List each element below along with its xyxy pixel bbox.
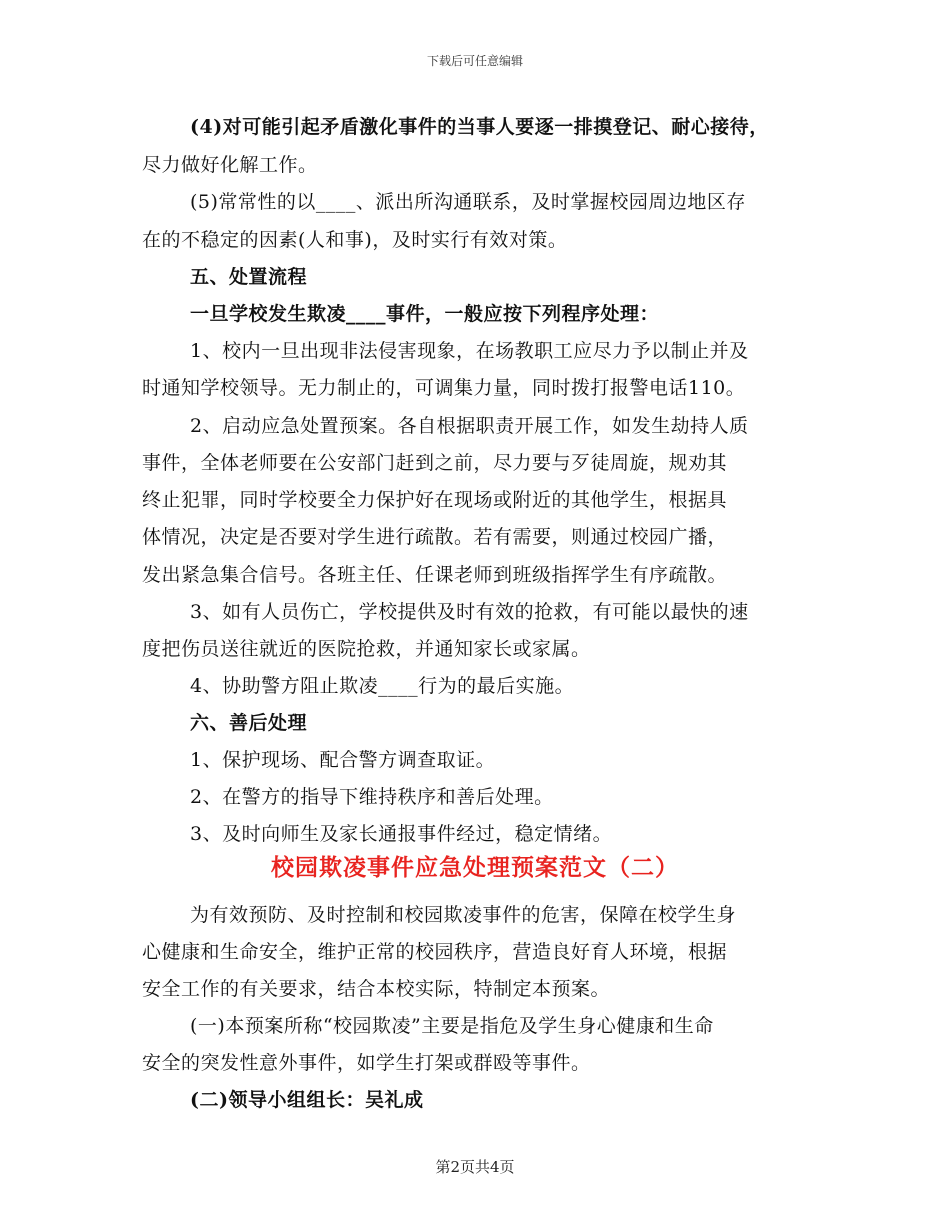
paragraph-line: 在的不稳定的因素(人和事)，及时实行有效对策。 (142, 229, 568, 251)
paragraph-line: 1、保护现场、配合警方调查取证。 (190, 749, 496, 771)
paragraph-line: 体情况，决定是否要对学生进行疏散。若有需要，则通过校园广播， (142, 526, 728, 548)
paragraph-line: 安全的突发性意外事件，如学生打架或群殴等事件。 (142, 1052, 591, 1074)
paragraph-line: 3、及时向师生及家长通报事件经过，稳定情绪。 (190, 823, 613, 845)
paragraph-line: (一)本预案所称“校园欺凌”主要是指危及学生身心健康和生命 (190, 1015, 714, 1037)
paragraph-line: 时通知学校领导。无力制止的，可调集力量，同时拨打报警电话110。 (142, 377, 746, 399)
paragraph-line: 为有效预防、及时控制和校园欺凌事件的危害，保障在校学生身 (190, 904, 737, 926)
paragraph-line: 尽力做好化解工作。 (142, 154, 318, 176)
paragraph-line: (5)常常性的以____、派出所沟通联系，及时掌握校园周边地区存 (190, 191, 746, 213)
document-title: 校园欺凌事件应急处理预案范文（二） (271, 854, 679, 881)
section-heading: 六、善后处理 (190, 712, 308, 734)
paragraph-line: 安全工作的有关要求，结合本校实际，特制定本预案。 (142, 978, 611, 1000)
paragraph-line: 发出紧急集合信号。各班主任、任课老师到班级指挥学生有序疏散。 (142, 564, 728, 586)
paragraph-line: (4)对可能引起矛盾激化事件的当事人要逐一排摸登记、耐心接待， (190, 116, 769, 138)
paragraph-line: 4、协助警方阻止欺凌____行为的最后实施。 (190, 675, 575, 697)
paragraph-line: 度把伤员送往就近的医院抢救，并通知家长或家属。 (142, 638, 591, 660)
page-header: 下载后可任意编辑 (426, 54, 523, 68)
paragraph-line: 心健康和生命安全，维护正常的校园秩序，营造良好育人环境，根据 (142, 941, 728, 963)
paragraph-line: 1、校内一旦出现非法侵害现象，在场教职工应尽力予以制止并及 (190, 340, 749, 362)
section-heading: 五、处置流程 (190, 266, 308, 288)
paragraph-line: 终止犯罪，同时学校要全力保护好在现场或附近的其他学生，根据具 (142, 489, 728, 511)
paragraph-line: 3、如有人员伤亡，学校提供及时有效的抢救，有可能以最快的速 (190, 601, 749, 623)
page-footer: 第2页共4页 (435, 1158, 515, 1176)
paragraph-line: 一旦学校发生欺凌____事件，一般应按下列程序处理： (190, 303, 660, 325)
paragraph-line: 事件，全体老师要在公安部门赶到之前，尽力要与歹徒周旋，规劝其 (142, 452, 728, 474)
paragraph-line: 2、在警方的指导下维持秩序和善后处理。 (190, 786, 554, 808)
paragraph-line: 2、启动应急处置预案。各自根据职责开展工作，如发生劫持人质 (190, 415, 749, 437)
paragraph-line: (二)领导小组组长：吴礼成 (190, 1089, 424, 1111)
